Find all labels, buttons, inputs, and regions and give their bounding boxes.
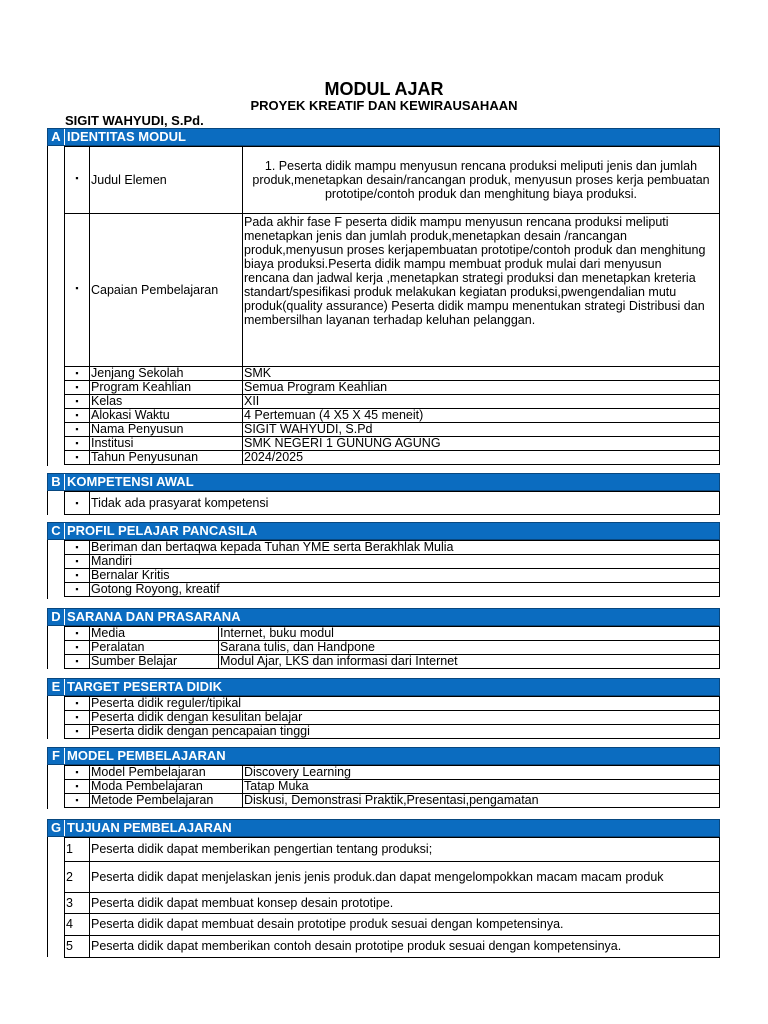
row-value-text: Internet, buku modul bbox=[220, 626, 334, 640]
bullet-icon bbox=[65, 569, 89, 582]
bullet-icon bbox=[65, 780, 89, 793]
judul-elemen-label: Judul Elemen bbox=[89, 146, 243, 214]
section-letter: G bbox=[48, 820, 65, 836]
bullet-cell bbox=[64, 654, 90, 669]
list-item-text: Peserta didik reguler/tipikal bbox=[91, 696, 242, 710]
row-value-text: Discovery Learning bbox=[244, 765, 351, 779]
section-d-header bbox=[47, 608, 720, 626]
list-item bbox=[89, 696, 720, 711]
row-label bbox=[89, 626, 219, 641]
row-value bbox=[242, 436, 720, 451]
bullet-icon bbox=[65, 641, 89, 654]
row-value bbox=[242, 408, 720, 423]
objective-number-text: 1 bbox=[66, 842, 73, 856]
row-value bbox=[242, 779, 720, 794]
section-e-header bbox=[47, 678, 720, 696]
bullet-icon bbox=[65, 541, 89, 554]
row-value bbox=[242, 793, 720, 808]
row-value-text: Modul Ajar, LKS dan informasi dari Internet bbox=[220, 654, 458, 668]
objective-number-text: 5 bbox=[66, 939, 73, 953]
section-letter: B bbox=[48, 474, 65, 490]
bullet-icon bbox=[65, 283, 89, 293]
list-item bbox=[89, 582, 720, 597]
row-label-text: Metode Pembelajaran bbox=[91, 793, 214, 807]
row-value bbox=[242, 380, 720, 395]
list-item bbox=[89, 554, 720, 569]
capaian-pembelajaran-label: Capaian Pembelajaran bbox=[89, 213, 243, 367]
section-gutter bbox=[47, 146, 48, 466]
row-label bbox=[89, 394, 243, 409]
bullet-cell bbox=[64, 779, 90, 794]
list-item bbox=[89, 568, 720, 583]
section-title: IDENTITAS MODUL bbox=[67, 129, 186, 144]
list-item-text: Peserta didik dengan pencapaian tinggi bbox=[91, 724, 310, 738]
objective-text-text: Peserta didik dapat membuat desain prototipe produk sesuai dengan kompetensinya. bbox=[91, 917, 564, 931]
row-label-text: Moda Pembelajaran bbox=[91, 779, 203, 793]
bullet-icon bbox=[65, 655, 89, 668]
bullet-cell bbox=[64, 793, 90, 808]
row-value-text: SMK bbox=[244, 366, 272, 380]
section-letter: D bbox=[48, 609, 65, 625]
bullet-cell bbox=[64, 568, 90, 583]
bullet-icon bbox=[65, 451, 89, 464]
row-label bbox=[89, 450, 243, 465]
bullet-cell bbox=[64, 422, 90, 437]
section-gutter bbox=[47, 491, 48, 515]
row-label bbox=[89, 436, 243, 451]
row-value-text: 2024/2025 bbox=[244, 450, 304, 464]
judul-elemen-value: 1. Peserta didik mampu menyusun rencana produksi meliputi jenis dan jumlah produk,menetapkan desain/rancangan produk, menyusun proses kerja pembuatan prototipe/contoh produk dan menghitung biaya produksi. bbox=[242, 146, 720, 214]
bullet-icon bbox=[65, 381, 89, 394]
row-value-text: SIGIT WAHYUDI, S.Pd bbox=[244, 422, 373, 436]
list-item bbox=[89, 710, 720, 725]
row-label bbox=[89, 380, 243, 395]
bullet-icon bbox=[65, 423, 89, 436]
row-label-text: Nama Penyusun bbox=[91, 422, 184, 436]
bullet-icon bbox=[65, 437, 89, 450]
row-label bbox=[89, 793, 243, 808]
row-value-text: Semua Program Keahlian bbox=[244, 380, 388, 394]
row-value-text: Tatap Muka bbox=[244, 779, 309, 793]
row-value bbox=[218, 626, 720, 641]
document-subtitle: PROYEK KREATIF DAN KEWIRAUSAHAAN bbox=[250, 98, 518, 113]
objective-text bbox=[89, 935, 720, 958]
section-gutter bbox=[47, 696, 48, 739]
row-label-text: Tahun Penyusunan bbox=[91, 450, 199, 464]
row-label bbox=[89, 422, 243, 437]
section-title: TUJUAN PEMBELAJARAN bbox=[67, 820, 232, 835]
list-item-text: Peserta didik dengan kesulitan belajar bbox=[91, 710, 303, 724]
row-label-text: Jenjang Sekolah bbox=[91, 366, 184, 380]
section-g-header bbox=[47, 819, 720, 837]
objective-text-text: Peserta didik dapat membuat konsep desain prototipe. bbox=[91, 895, 394, 910]
row-label bbox=[89, 765, 243, 780]
row-label bbox=[89, 366, 243, 381]
bullet-cell bbox=[64, 436, 90, 451]
row-label-text: Program Keahlian bbox=[91, 380, 192, 394]
objective-text-text: Peserta didik dapat menjelaskan jenis jenis produk.dan dapat mengelompokkan macam macam produk bbox=[91, 869, 664, 884]
bullet-icon bbox=[65, 409, 89, 422]
bullet-cell bbox=[64, 765, 90, 780]
list-item-text: Mandiri bbox=[91, 554, 132, 568]
row-label bbox=[89, 640, 219, 655]
row-label-text: Peralatan bbox=[91, 640, 145, 654]
row-label bbox=[89, 654, 219, 669]
bullet-cell bbox=[64, 724, 90, 739]
bullet-icon bbox=[65, 794, 89, 807]
objective-text bbox=[89, 861, 720, 893]
section-f-header bbox=[47, 747, 720, 765]
row-label-text: Media bbox=[91, 626, 126, 640]
section-c-header bbox=[47, 522, 720, 540]
bullet-icon bbox=[65, 492, 89, 514]
list-item-text: Beriman dan bertaqwa kepada Tuhan YME serta Berakhlak Mulia bbox=[91, 540, 454, 554]
bullet-icon bbox=[65, 766, 89, 779]
objective-number bbox=[64, 935, 90, 958]
bullet-cell bbox=[64, 380, 90, 395]
list-item bbox=[89, 491, 720, 515]
bullet-cell bbox=[64, 408, 90, 423]
row-value-text: Diskusi, Demonstrasi Praktik,Presentasi,pengamatan bbox=[244, 793, 539, 807]
objective-text bbox=[89, 837, 720, 862]
section-letter: A bbox=[48, 129, 65, 145]
objective-number bbox=[64, 861, 90, 893]
objective-text bbox=[89, 913, 720, 936]
bullet-cell bbox=[64, 582, 90, 597]
bullet-cell bbox=[64, 146, 90, 214]
section-letter: C bbox=[48, 523, 65, 539]
row-value bbox=[218, 654, 720, 669]
row-value bbox=[242, 366, 720, 381]
list-item-text: Tidak ada prasyarat kompetensi bbox=[91, 495, 269, 510]
list-item bbox=[89, 540, 720, 555]
section-title: KOMPETENSI AWAL bbox=[67, 474, 194, 489]
row-label-text: Kelas bbox=[91, 394, 123, 408]
section-gutter bbox=[47, 540, 48, 599]
objective-number-text: 4 bbox=[66, 917, 73, 931]
row-value bbox=[242, 422, 720, 437]
row-label-text: Alokasi Waktu bbox=[91, 408, 170, 422]
section-title: MODEL PEMBELAJARAN bbox=[67, 748, 226, 763]
bullet-cell bbox=[64, 213, 90, 367]
capaian-pembelajaran-value: Pada akhir fase F peserta didik mampu menyusun rencana produksi meliputi menetapkan jenis dan jumlah produk,menetapkan desain /rancangan produk,menyusun proses kerjapembuatan prototipe/contoh produk dan menghitung biaya produksi.Peserta didik mampu membuat produk mulai dari menyusun rencana dan jadwal kerja ,menetapkan strategi produksi dan menetapkan kreteria standart/spesifikasi produk melakukan kegiatan produksi,pwengendalian mutu produk(quality assurance) Peserta didik mampu menentukan strategi Distribusi dan membersilhan layanan terhadap keluhan pelanggan. bbox=[242, 213, 720, 367]
row-label bbox=[89, 408, 243, 423]
objective-number bbox=[64, 892, 90, 914]
row-value bbox=[218, 640, 720, 655]
author-name: SIGIT WAHYUDI, S.Pd. bbox=[65, 113, 204, 128]
row-value bbox=[242, 765, 720, 780]
document-title: MODUL AJAR bbox=[324, 79, 444, 99]
section-title: SARANA DAN PRASARANA bbox=[67, 609, 241, 624]
objective-number bbox=[64, 913, 90, 936]
bullet-icon bbox=[65, 725, 89, 738]
objective-number-text: 3 bbox=[66, 895, 73, 910]
section-gutter bbox=[47, 626, 48, 669]
objective-number-text: 2 bbox=[66, 869, 73, 884]
section-gutter bbox=[47, 765, 48, 809]
bullet-icon bbox=[65, 697, 89, 710]
row-label bbox=[89, 779, 243, 794]
objective-text-text: Peserta didik dapat memberikan pengertian tentang produksi; bbox=[91, 842, 433, 856]
row-label-text: Sumber Belajar bbox=[91, 654, 178, 668]
row-label-text: Institusi bbox=[91, 436, 134, 450]
section-gutter bbox=[47, 837, 48, 957]
bullet-cell bbox=[64, 366, 90, 381]
row-value bbox=[242, 394, 720, 409]
row-value-text: 4 Pertemuan (4 X5 X 45 meneit) bbox=[244, 408, 424, 422]
row-value-text: Sarana tulis, dan Handpone bbox=[220, 640, 375, 654]
list-item-text: Bernalar Kritis bbox=[91, 568, 170, 582]
bullet-icon bbox=[65, 583, 89, 596]
bullet-cell bbox=[64, 491, 90, 515]
objective-number bbox=[64, 837, 90, 862]
bullet-cell bbox=[64, 554, 90, 569]
bullet-icon bbox=[65, 173, 89, 183]
section-b-header bbox=[47, 473, 720, 491]
section-title: TARGET PESERTA DIDIK bbox=[67, 679, 223, 694]
bullet-icon bbox=[65, 367, 89, 380]
section-letter: E bbox=[48, 679, 65, 695]
row-value-text: XII bbox=[244, 394, 260, 408]
bullet-icon bbox=[65, 555, 89, 568]
bullet-cell bbox=[64, 710, 90, 725]
row-value-text: SMK NEGERI 1 GUNUNG AGUNG bbox=[244, 436, 441, 450]
bullet-cell bbox=[64, 540, 90, 555]
bullet-icon bbox=[65, 711, 89, 724]
list-item-text: Gotong Royong, kreatif bbox=[91, 582, 220, 596]
objective-text bbox=[89, 892, 720, 914]
bullet-cell bbox=[64, 640, 90, 655]
section-title: PROFIL PELAJAR PANCASILA bbox=[67, 523, 258, 538]
section-a-header bbox=[47, 128, 720, 146]
row-value bbox=[242, 450, 720, 465]
row-label-text: Model Pembelajaran bbox=[91, 765, 206, 779]
objective-text-text: Peserta didik dapat memberikan contoh desain prototipe produk sesuai dengan kompetensinya. bbox=[91, 939, 622, 953]
bullet-cell bbox=[64, 394, 90, 409]
list-item bbox=[89, 724, 720, 739]
bullet-cell bbox=[64, 626, 90, 641]
bullet-icon bbox=[65, 395, 89, 408]
bullet-icon bbox=[65, 627, 89, 640]
bullet-cell bbox=[64, 450, 90, 465]
section-letter: F bbox=[48, 748, 65, 764]
bullet-cell bbox=[64, 696, 90, 711]
